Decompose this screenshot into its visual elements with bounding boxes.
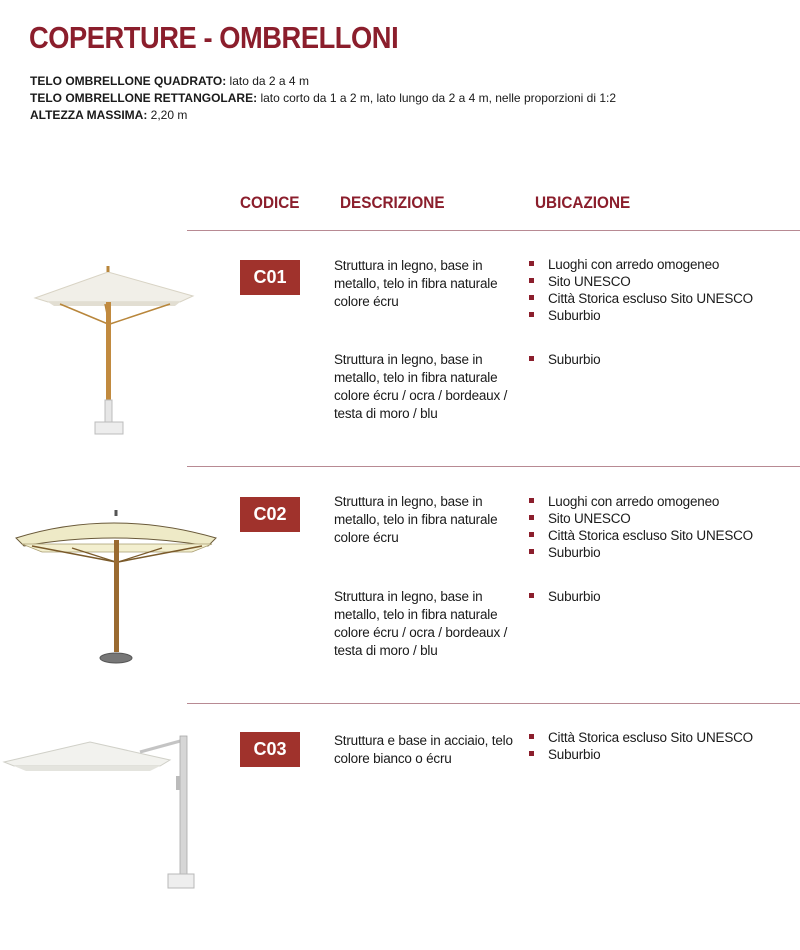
spec-max-height: [30, 107, 616, 124]
product-code-badge: C01: [240, 260, 300, 295]
spec-label: ALTEZZA MASSIMA:: [30, 108, 148, 122]
square-wooden-umbrella-image: [30, 262, 200, 440]
location-list: [528, 588, 798, 605]
row-divider: [187, 230, 800, 231]
list-item: Città Storica escluso Sito UNESCO: [528, 729, 798, 746]
list-item: Sito UNESCO: [528, 273, 798, 290]
round-wooden-umbrella-image: [12, 508, 222, 668]
row-divider: [187, 466, 800, 467]
spec-label: TELO OMBRELLONE RETTANGOLARE:: [30, 91, 258, 105]
list-item: Città Storica escluso Sito UNESCO: [528, 290, 798, 307]
row-divider: [187, 703, 800, 704]
page-title: COPERTURE - OMBRELLONI: [29, 20, 399, 55]
product-description: Struttura in legno, base in metallo, telo in fibra naturale colore écru: [334, 494, 498, 545]
column-header-description: DESCRIZIONE: [340, 193, 445, 212]
location-list: [528, 256, 798, 324]
list-item: Sito UNESCO: [528, 510, 798, 527]
product-code-badge: C02: [240, 497, 300, 532]
location-list: [528, 493, 798, 561]
list-item: Luoghi con arredo omogeneo: [528, 256, 798, 273]
specifications: [30, 73, 616, 124]
column-header-code: CODICE: [240, 193, 300, 212]
spec-square: [30, 73, 616, 90]
list-item: Suburbio: [528, 307, 798, 324]
column-header-location: UBICAZIONE: [535, 193, 631, 212]
product-description: Struttura e base in acciaio, telo colore bianco o écru: [334, 733, 513, 766]
spec-value: lato da 2 a 4 m: [226, 74, 309, 88]
list-item: Suburbio: [528, 588, 798, 605]
location-list: [528, 729, 798, 763]
product-description: Struttura in legno, base in metallo, telo in fibra naturale colore écru / ocra / bordeaux / testa di moro / blu: [334, 352, 508, 421]
list-item: Suburbio: [528, 544, 798, 561]
product-description: Struttura in legno, base in metallo, telo in fibra naturale colore écru / ocra / bordeaux / testa di moro / blu: [334, 589, 508, 658]
list-item: Suburbio: [528, 746, 798, 763]
location-list: [528, 351, 798, 368]
product-description: Struttura in legno, base in metallo, telo in fibra naturale colore écru: [334, 258, 498, 309]
list-item: Luoghi con arredo omogeneo: [528, 493, 798, 510]
spec-value: lato corto da 1 a 2 m, lato lungo da 2 a 4 m, nelle proporzioni di 1:2: [257, 91, 616, 105]
product-code-badge: C03: [240, 732, 300, 767]
list-item: Suburbio: [528, 351, 798, 368]
cantilever-steel-umbrella-image: [0, 732, 215, 892]
list-item: Città Storica escluso Sito UNESCO: [528, 527, 798, 544]
spec-label: TELO OMBRELLONE QUADRATO:: [30, 74, 227, 88]
spec-value: 2,20 m: [147, 108, 188, 122]
spec-rectangular: [30, 90, 616, 107]
